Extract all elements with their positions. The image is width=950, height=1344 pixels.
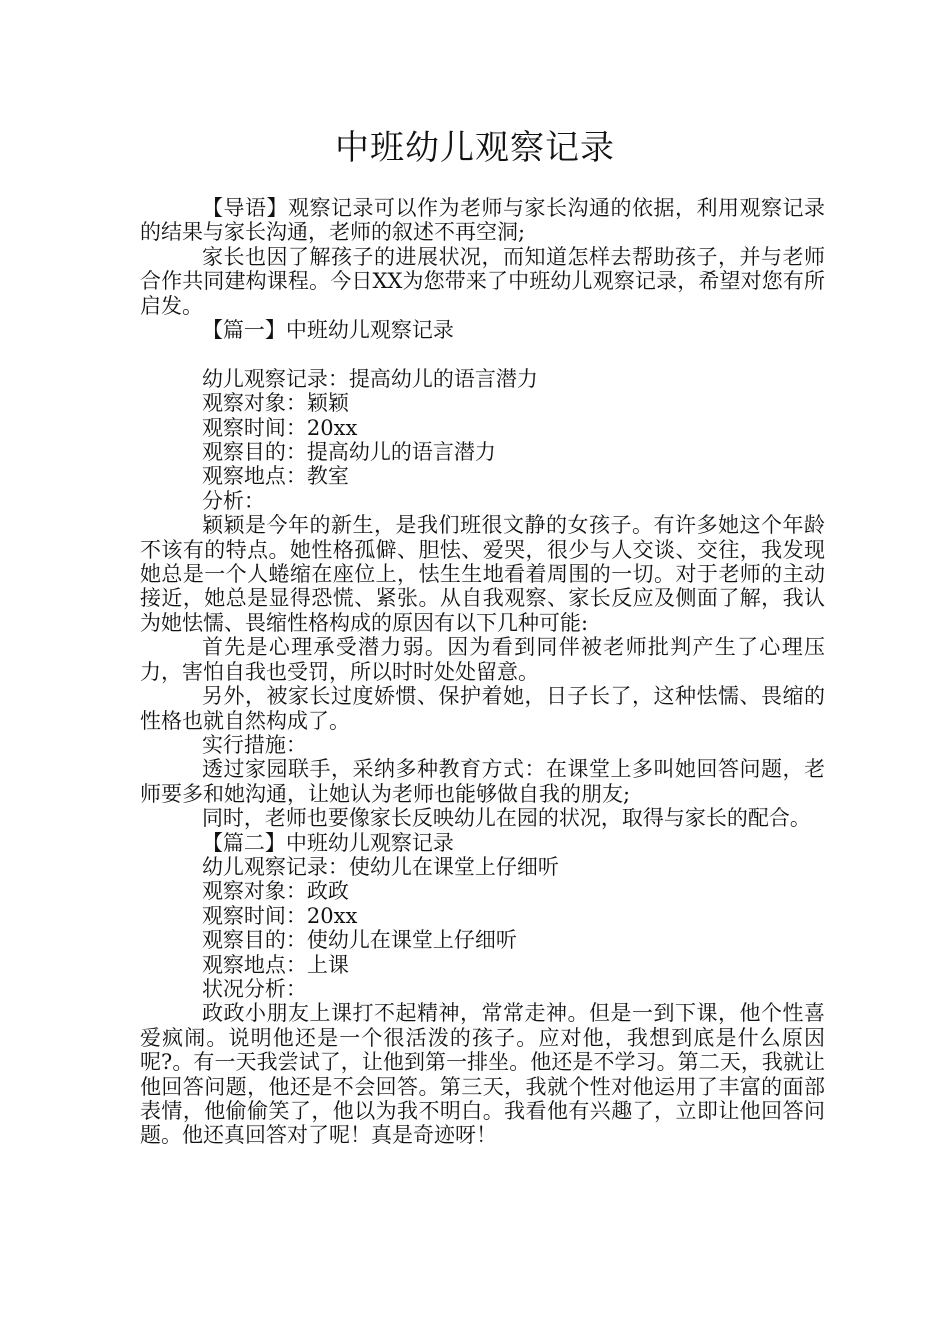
- body-paragraph: 同时，老师也要像家长反映幼儿在园的状况，取得与家长的配合。: [201, 806, 811, 831]
- record-field: 观察时间：20xx: [201, 415, 358, 440]
- record-subject-line: 幼儿观察记录：使幼儿在课堂上仔细听: [201, 854, 559, 879]
- section-heading: 【篇二】中班幼儿观察记录: [201, 830, 454, 855]
- body-paragraph: 首先是心理承受潜力弱。因为看到同伴被老师批判产生了心理压力，害怕自我也受罚，所以时时处处留意。: [140, 635, 825, 684]
- record-field: 观察地点：上课: [201, 952, 349, 977]
- document-title: 中班幼儿观察记录: [335, 128, 615, 168]
- record-field: 观察地点：教室: [201, 464, 349, 489]
- record-field: 状况分析：: [201, 976, 307, 1001]
- record-subject-line: 幼儿观察记录：提高幼儿的语言潜力: [201, 366, 538, 391]
- record-field: 观察目的：提高幼儿的语言潜力: [201, 440, 496, 465]
- body-paragraph: 政政小朋友上课打不起精神，常常走神。但是一到下课，他个性喜爱疯闹。说明他还是一个很活泼的孩子。应对他，我想到底是什么原因呢?。有一天我尝试了，让他到第一排坐。他还是不学习。第二天，我就让他回答问题，他还是不会回答。第三天，我就个性对他运用了丰富的面部表情，他偷偷笑了，他以为我不明白。我看他有兴趣了，立即让他回答问题。他还真回答对了呢！真是奇迹呀！: [140, 1001, 825, 1148]
- record-field: 分析：: [201, 488, 265, 513]
- record-field: 观察对象：颖颖: [201, 391, 349, 416]
- body-paragraph: 颖颖是今年的新生，是我们班很文静的女孩子。有许多她这个年龄不该有的特点。她性格孤僻、胆怯、爱哭，很少与人交谈、交往，我发现她总是一个人蜷缩在座位上，怯生生地看着周围的一切。对于老师的主动接近，她总是显得恐慌、紧张。从自我观察、家长反应及侧面了解，我认为她怯懦、畏缩性格构成的原因有以下几种可能:: [140, 513, 825, 635]
- record-field: 观察目的：使幼儿在课堂上仔细听: [201, 928, 517, 953]
- record-field: 实行措施：: [201, 732, 307, 757]
- record-field: 观察对象：政政: [201, 879, 349, 904]
- section-heading: 【篇一】中班幼儿观察记录: [201, 318, 454, 343]
- intro-paragraph: 【导语】观察记录可以作为老师与家长沟通的依据，利用观察记录的结果与家长沟通，老师的叙述不再空洞;: [140, 196, 825, 245]
- record-field: 观察时间：20xx: [201, 903, 358, 928]
- body-paragraph: 透过家园联手，采纳多种教育方式：在课堂上多叫她回答问题，老师要多和她沟通，让她认为老师也能够做自我的朋友;: [140, 757, 825, 806]
- document-body: [140, 196, 825, 1148]
- intro-paragraph: 家长也因了解孩子的进展状况，而知道怎样去帮助孩子，并与老师合作共同建构课程。今日XX为您带来了中班幼儿观察记录，希望对您有所启发。: [140, 244, 825, 318]
- body-paragraph: 另外，被家长过度娇惯、保护着她，日子长了，这种怯懦、畏缩的性格也就自然构成了。: [140, 684, 825, 733]
